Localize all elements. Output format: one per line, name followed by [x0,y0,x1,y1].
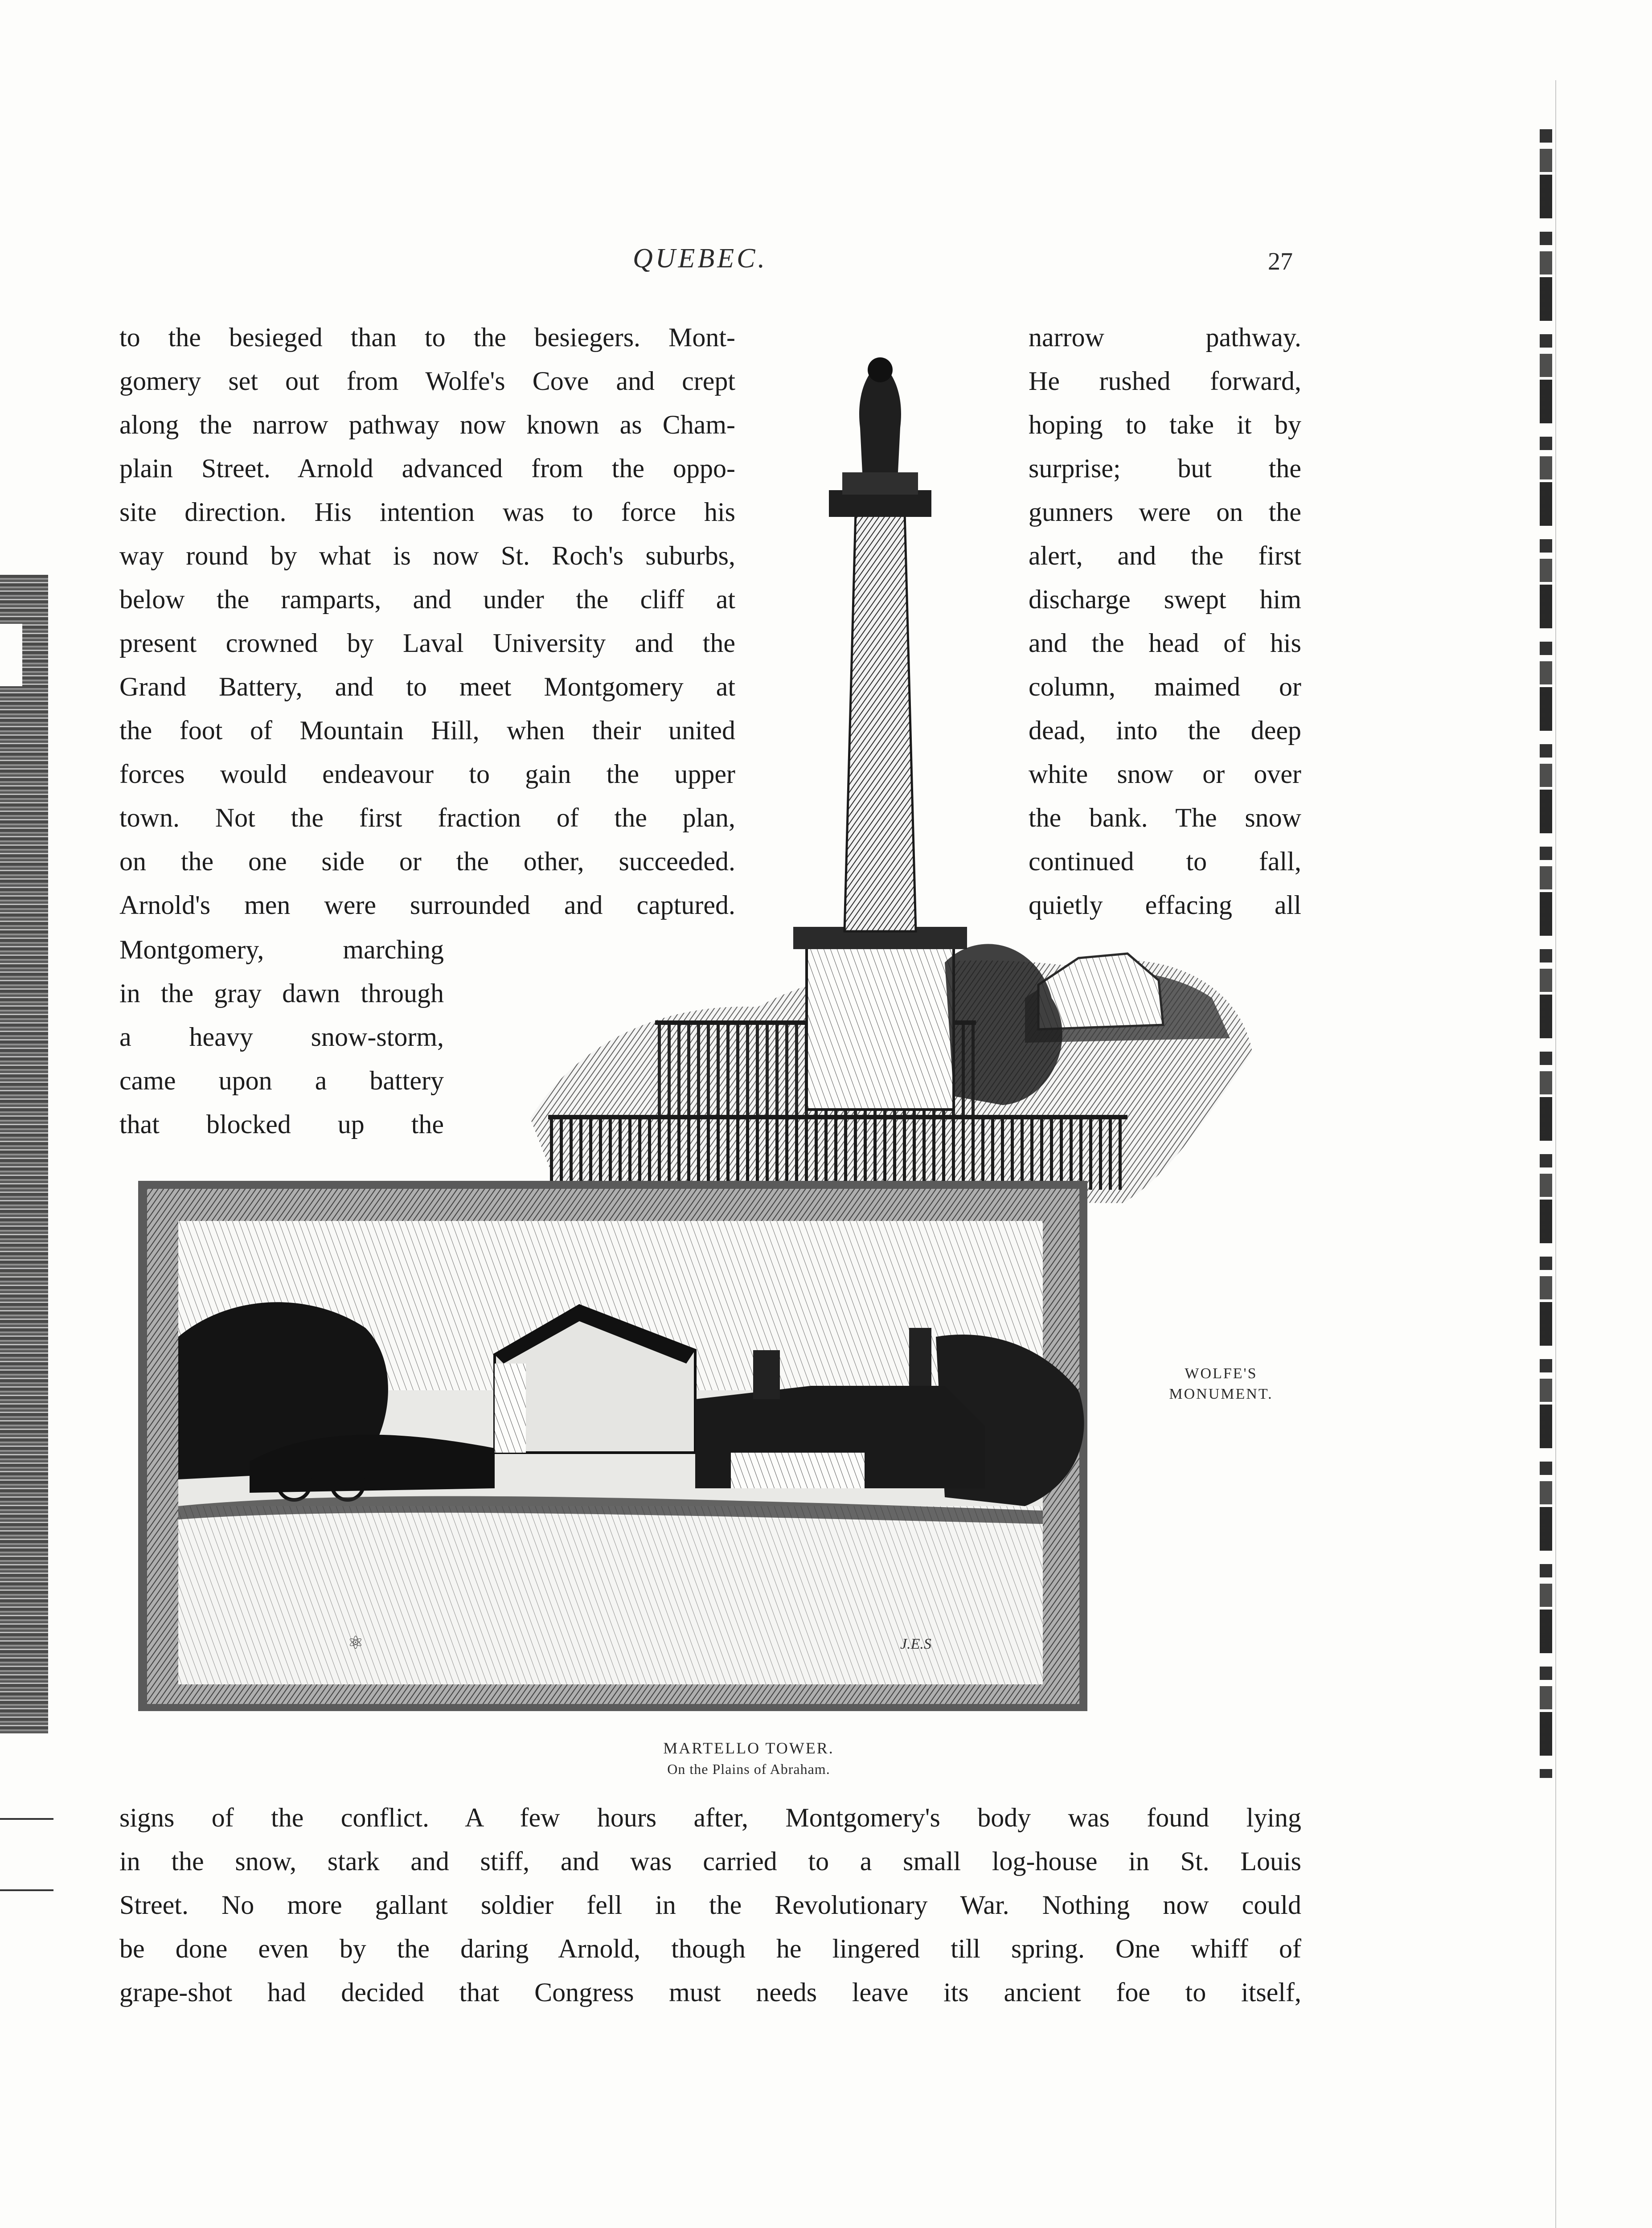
text-line: narrow pathway. [1029,323,1301,352]
engraver-signature: J.E.S [900,1636,931,1652]
text-line: continued to fall, [1029,847,1301,876]
text-line: and the head of his [1029,628,1301,658]
text-line: along the narrow pathway now known as Cham- [119,410,735,439]
text-line: gunners were on the [1029,497,1301,527]
text-line: surprise; but the [1029,454,1301,483]
text-line: Montgomery, marching [119,935,444,964]
text-line: alert, and the first [1029,541,1301,570]
text-line: Grand Battery, and to meet Montgomery at [119,672,735,701]
bottom-paragraph [119,1796,1301,2014]
text-line: be done even by the daring Arnold, though he lingered till spring. One whiff of [119,1934,1301,1963]
text-line: in the gray dawn through [119,979,444,1008]
text-line: He rushed forward, [1029,366,1301,396]
text-line: present crowned by Laval University and the [119,628,735,658]
text-line: discharge swept him [1029,585,1301,614]
text-line: grape-shot had decided that Congress must needs leave its ancient foe to itself, [119,1978,1301,2007]
left-narrow-text [119,928,444,1146]
text-line: to the besieged than to the besiegers. Mont- [119,323,735,352]
text-line: forces would endeavour to gain the upper [119,759,735,789]
svg-text:⚛: ⚛ [348,1633,364,1653]
text-line: dead, into the deep [1029,716,1301,745]
text-line: below the ramparts, and under the cliff at [119,585,735,614]
right-column-text [1029,315,1301,927]
text-line: plain Street. Arnold advanced from the oppo- [119,454,735,483]
martello-caption-title: MARTELLO TOWER. [663,1739,834,1757]
caption-line: WOLFE'S [1185,1365,1258,1382]
text-line: hoping to take it by [1029,410,1301,439]
left-column-text [119,315,735,927]
text-line: came upon a battery [119,1066,444,1095]
text-line: column, maimed or [1029,672,1301,701]
page-number: 27 [1268,248,1293,275]
text-line: white snow or over [1029,759,1301,789]
running-title: QUEBEC. [633,243,768,274]
text-line: town. Not the first fraction of the plan, [119,803,735,832]
text-line: gomery set out from Wolfe's Cove and crept [119,366,735,396]
wolfe-monument-caption [1141,1364,1301,1405]
caption-line: MONUMENT. [1169,1386,1273,1402]
text-line: Street. No more gallant soldier fell in the Revolutionary War. Nothing now could [119,1890,1301,1920]
text-line: the bank. The snow [1029,803,1301,832]
text-line: that blocked up the [119,1110,444,1139]
text-line: Arnold's men were surrounded and captured. [119,890,735,920]
text-line: the foot of Mountain Hill, when their united [119,716,735,745]
text-line: on the one side or the other, succeeded. [119,847,735,876]
text-line: quietly effacing all [1029,890,1301,920]
martello-tower-illustration [138,1181,1087,1711]
text-line: a heavy snow-storm, [119,1022,444,1052]
text-line: way round by what is now St. Roch's suburbs, [119,541,735,570]
text-line: site direction. His intention was to force his [119,497,735,527]
text-line: signs of the conflict. A few hours after, Montgomery's body was found lying [119,1803,1301,1832]
martello-caption-subtitle: On the Plains of Abraham. [667,1761,830,1777]
text-line: in the snow, stark and stiff, and was carried to a small log-house in St. Louis [119,1847,1301,1876]
